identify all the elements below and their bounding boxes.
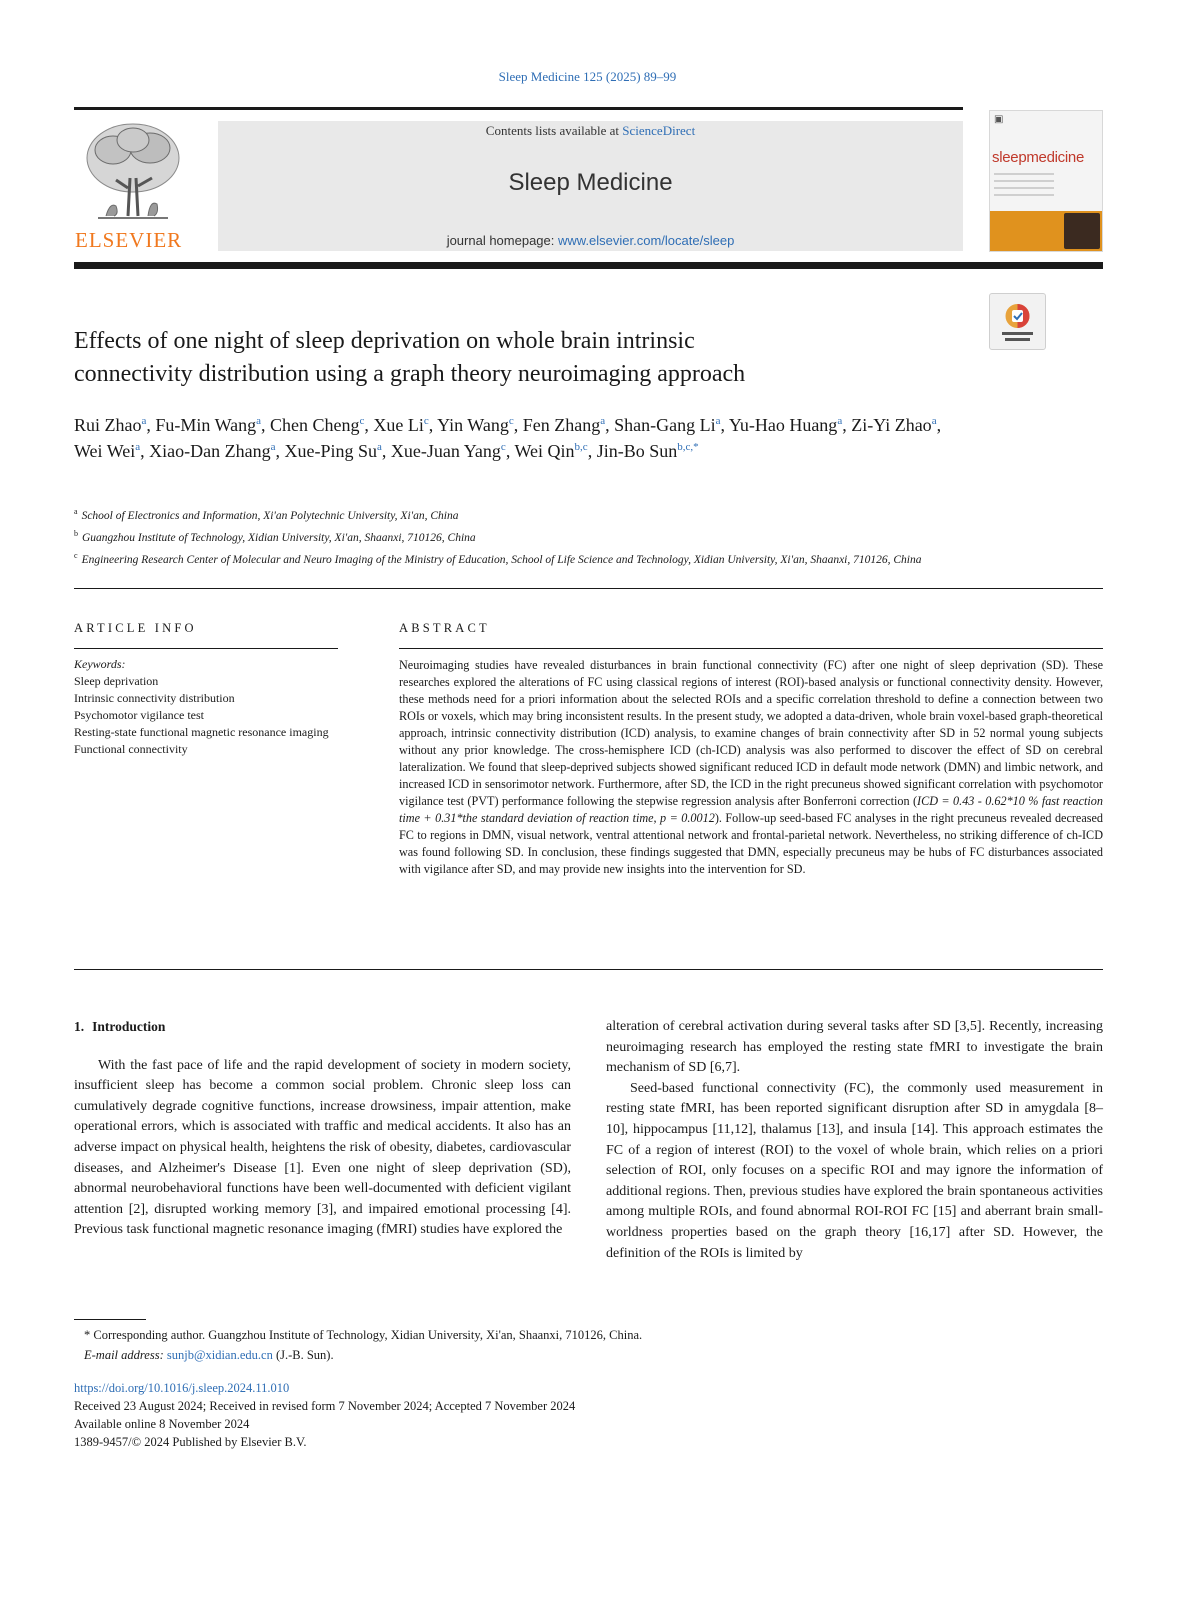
author-affiliation-mark[interactable]: b,c,* — [677, 441, 699, 453]
cover-image — [1064, 213, 1100, 249]
author-name[interactable]: Chen Cheng — [270, 415, 360, 435]
abstract-text — [399, 657, 1103, 878]
doi-link[interactable]: https://doi.org/10.1016/j.sleep.2024.11.010 — [74, 1381, 290, 1395]
affiliation-mark: c — [74, 550, 78, 560]
footnote — [84, 1325, 984, 1365]
check-for-updates-badge[interactable] — [989, 293, 1046, 350]
journal-title: Sleep Medicine — [508, 169, 673, 196]
author-name[interactable]: Fen Zhang — [522, 415, 601, 435]
author-name[interactable]: Yin Wang — [437, 415, 509, 435]
affiliation-mark: b — [74, 528, 78, 538]
author-affiliation-mark[interactable]: a — [931, 415, 937, 427]
affiliation-mark: a — [74, 507, 78, 516]
sciencedirect-link[interactable]: ScienceDirect — [622, 123, 696, 138]
keyword-item: Resting-state functional magnetic resonance imaging — [74, 725, 329, 739]
affiliation-c — [74, 547, 974, 569]
email-label: E-mail address: — [84, 1348, 167, 1362]
author-affiliation-mark[interactable]: a — [141, 415, 147, 427]
journal-cover — [989, 110, 1103, 252]
received-dates: Received 23 August 2024; Received in revised form 7 November 2024; Accepted 7 November 2024 — [74, 1399, 576, 1413]
author-affiliation-mark[interactable]: a — [715, 415, 721, 427]
abstract-rule — [399, 648, 1103, 649]
affiliation-b — [74, 525, 974, 547]
journal-banner — [218, 121, 963, 251]
author-name[interactable]: Xiao-Dan Zhang — [149, 441, 271, 461]
author-affiliation-mark[interactable]: a — [837, 415, 843, 427]
article-title — [74, 325, 974, 391]
contents-prefix: Contents lists available at — [485, 123, 623, 138]
author-affiliation-mark[interactable]: a — [600, 415, 606, 427]
header-bottom-rule — [74, 262, 1103, 269]
section-title: Introduction — [92, 1019, 166, 1034]
keyword-item: Intrinsic connectivity distribution — [74, 691, 235, 705]
author-name[interactable]: Zi-Yi Zhao — [851, 415, 932, 435]
author-affiliation-mark[interactable]: c — [359, 415, 365, 427]
paragraph: alteration of cerebral activation during several tasks after SD [3,5]. Recently, increasing neuroimaging research has employed the resting state fMRI to investigate the brain mechanism of SD [6,7]. — [606, 1019, 1103, 1076]
journal-reference[interactable]: Sleep Medicine 125 (2025) 89–99 — [498, 69, 677, 84]
author-name[interactable]: Jin-Bo Sun — [596, 441, 678, 461]
section-number: 1. — [74, 1019, 85, 1034]
paragraph: Seed-based functional connectivity (FC), the commonly used measurement in resting state fMRI, has been reported significant disruption after SD in amygdala [8–10], hippocampus [11,12], thalamus [13], and insula [14]. This approach estimates the FC of a region of interest (ROI) to the voxel of whole brain, which relies on a priori selection of ROI, only focuses on a specific ROI and may ignore the information of additional regions. Then, previous studies have explored the brain spontaneous activities among multiple ROIs, and found abnormal ROI-ROI FC [15] and aberrant brain small-worldness properties based on the graph theory [16,17] after SD. However, the definition of the ROIs is limited by — [606, 1080, 1103, 1261]
elsevier-tree-icon — [78, 118, 188, 230]
doi-block — [74, 1379, 974, 1451]
check-for-updates-icon — [990, 294, 1045, 349]
available-online: Available online 8 November 2024 — [74, 1417, 250, 1431]
author-name[interactable]: Xue-Juan Yang — [390, 441, 501, 461]
author-affiliation-mark[interactable]: b,c — [574, 441, 588, 453]
email-link[interactable]: sunjb@xidian.edu.cn — [166, 1348, 273, 1362]
article-info-rule — [74, 648, 338, 649]
affiliation-text: Guangzhou Institute of Technology, Xidian University, Xi'an, Shaanxi, 710126, China — [82, 531, 476, 544]
author-affiliation-mark[interactable]: c — [423, 415, 429, 427]
homepage-line — [218, 233, 963, 248]
author-name[interactable]: Xue Li — [373, 415, 424, 435]
homepage-link[interactable]: www.elsevier.com/locate/sleep — [558, 233, 735, 248]
abstract-part-1: Neuroimaging studies have revealed disturbances in brain functional connectivity (FC) after one night of sleep deprivation (SD). These researches explored the alterations of FC using classical regions of interest (ROI)-based analysis or functional connectivity density. However, these methods need for a priori information about the selected ROIs and a specific correlation threshold to define a connection between two ROIs or voxels, which may bring inconsistent results. In the present study, we adopted a data-driven, whole brain voxel-based graph-theoretical approach, intrinsic connectivity distribution (ICD) analysis, to examine changes of brain connectivity after SD in 52 normal young subjects without any prior knowledge. The cross-hemisphere ICD (ch-ICD) analysis was also performed to discover the effect of SD on cerebral lateralization. We found that sleep-deprived subjects showed significant reduced ICD in default mode network (DMN) and limbic network, and increased ICD in sensorimotor network. Furthermore, after SD, the ICD in the right precuneus showed significant correlation with psychomotor vigilance test (PVT) performance following the stepwise regression analysis after Bonferroni correction ( — [399, 658, 1103, 808]
email-suffix: (J.-B. Sun). — [272, 1348, 334, 1362]
author-name[interactable]: Fu-Min Wang — [155, 415, 257, 435]
abstract-heading: ABSTRACT — [399, 621, 490, 635]
copyright-line: 1389-9457/© 2024 Published by Elsevier B.V. — [74, 1435, 307, 1449]
keywords-block — [74, 656, 344, 758]
title-line-1: Effects of one night of sleep deprivation on whole brain intrinsic — [74, 328, 695, 354]
footnote-rule — [74, 1319, 146, 1320]
homepage-prefix: journal homepage: — [446, 233, 558, 248]
abstract-formula: ICD = 0.43 - 0.62*10 % fast reaction time + 0.31*the standard deviation of reaction time, p = 0.0012 — [399, 794, 1103, 825]
author-affiliation-mark[interactable]: a — [270, 441, 276, 453]
author-name[interactable]: Wei Qin — [514, 441, 575, 461]
affiliation-text: Engineering Research Center of Molecular and Neuro Imaging of the Ministry of Education, School of Life Science and Technology, Xidian University, Xi'an, Shaanxi, 710126, China — [81, 553, 922, 566]
keyword-item: Functional connectivity — [74, 742, 188, 756]
abstract-part-2: ). Follow-up seed-based FC analyses in the right precuneus revealed decreased FC to regions in DMN, visual network, ventral attentional network and frontal-parietal network. Nevertheless, no striking difference of ch-ICD was found following SD. In conclusion, these findings suggested that DMN, especially precuneus may be hubs of FC disturbances associated with vigilance after SD, and may provide new insights into the intervention for SD. — [399, 811, 1103, 876]
author-name[interactable]: Rui Zhao — [74, 415, 142, 435]
contents-line — [218, 123, 963, 139]
email-line — [84, 1345, 984, 1365]
cover-lines — [994, 173, 1054, 201]
title-line-2: connectivity distribution using a graph theory neuroimaging approach — [74, 361, 746, 387]
cover-title: sleepmedicine — [992, 149, 1084, 166]
author-affiliation-mark[interactable]: c — [500, 441, 506, 453]
corresponding-author-note: * Corresponding author. Guangzhou Institute of Technology, Xidian University, Xi'an, Shaanxi, 710126, China. — [84, 1328, 643, 1342]
publisher-name: ELSEVIER — [75, 228, 183, 252]
body-left-column — [74, 1017, 571, 1241]
author-name[interactable]: Wei Wei — [74, 441, 136, 461]
author-affiliation-mark[interactable]: a — [135, 441, 141, 453]
abstract-divider — [74, 969, 1103, 970]
author-name[interactable]: Yu-Hao Huang — [728, 415, 838, 435]
keyword-item: Psychomotor vigilance test — [74, 708, 204, 722]
author-name[interactable]: Xue-Ping Su — [284, 441, 378, 461]
body-right-column — [606, 1017, 1103, 1264]
paragraph: With the fast pace of life and the rapid development of society in modern society, insufficient sleep has become a common social problem. Chronic sleep loss can cumulatively degrade cognitive functions, increase drowsiness, impair attention, make operational errors, which is associated with traffic and medical accidents. It also has an adverse impact on physical health, heightens the risk of obesity, diabetes, cardiovascular diseases, and Alzheimer's Disease [1]. Even one night of sleep deprivation (SD), abnormal neurobehavioral functions have been well-documented with deficient vigilant attention [2], disrupted working memory [3], and impaired emotional processing [4]. Previous task functional magnetic resonance imaging (fMRI) studies have explored the — [74, 1057, 571, 1238]
keywords-label: Keywords: — [74, 657, 126, 671]
section-heading — [74, 1017, 571, 1038]
author-name[interactable]: Shan-Gang Li — [614, 415, 716, 435]
author-affiliation-mark[interactable]: a — [256, 415, 262, 427]
affiliation-a — [74, 503, 974, 525]
article-info-heading: ARTICLE INFO — [74, 621, 197, 635]
keyword-item: Sleep deprivation — [74, 674, 159, 688]
affiliation-text: School of Electronics and Information, Xi'an Polytechnic University, Xi'an, China — [81, 509, 459, 522]
publisher-logo — [70, 118, 195, 253]
affiliations — [74, 503, 974, 568]
author-list: Rui Zhao$^a$, Fu-Min Wang$^a$, Chen Cheng$^c$, Xue Li$^c$, Yin Wang$^c$, Fen Zhang$^a$, Shan-Gang Li$^a$, Yu-Hao Huang$^a$, Zi-Yi Zhao$^a$, Wei Wei$^a$, Xiao-Dan Zhang$^a$, Xue-Ping Su$^a$, Xue-Juan Yang$^c$, Wei Qin$^{b,c}$, Jin-Bo Sun$^{b,c,*}$ — [74, 415, 942, 461]
header-top-rule — [74, 107, 963, 110]
author-affiliation-mark[interactable]: a — [377, 441, 382, 453]
affiliation-divider — [74, 588, 1103, 589]
author-affiliation-mark[interactable]: c — [508, 415, 514, 427]
cover-mark-icon: ▣ — [994, 114, 1004, 125]
